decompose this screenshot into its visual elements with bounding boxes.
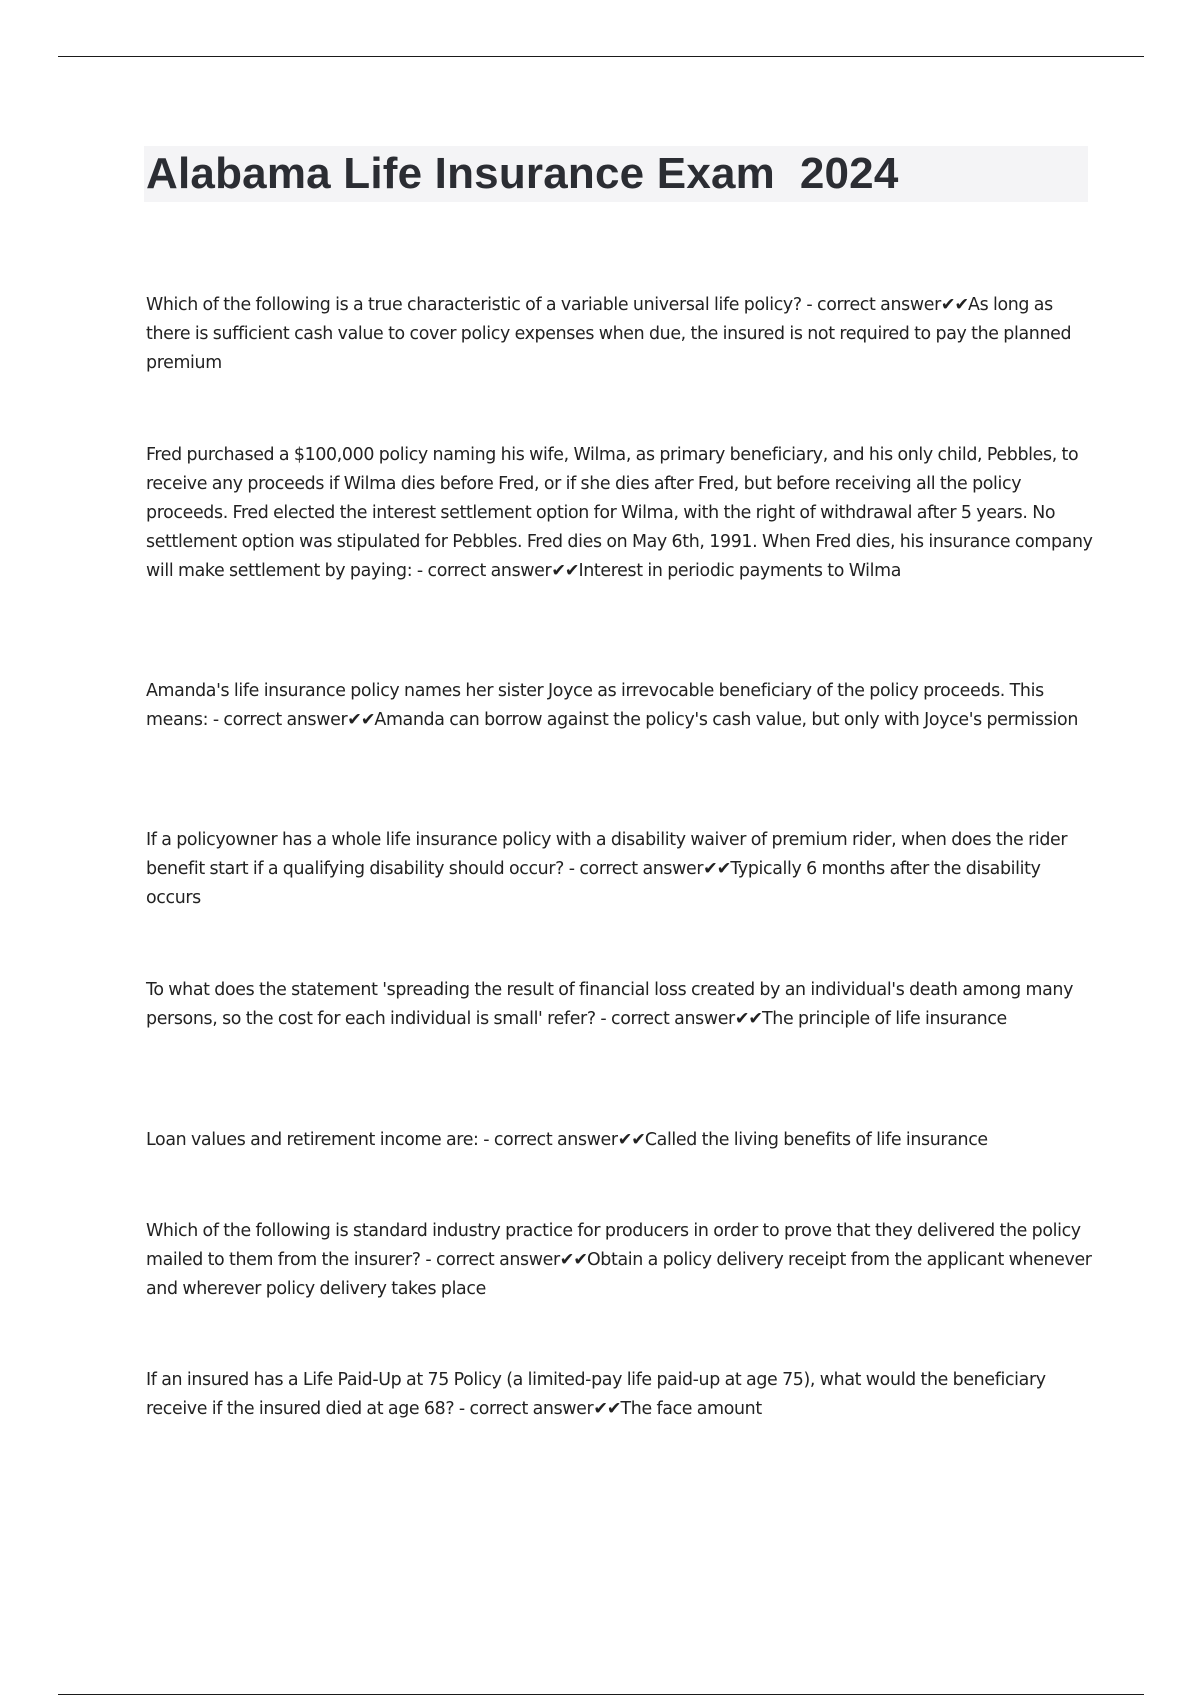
question-text: Amanda's life insurance policy names her sister Joyce as irrevocable beneficiary of the policy proceeds. This means: - correct answer bbox=[146, 681, 1044, 730]
answer-text: The face amount bbox=[620, 1399, 762, 1419]
qa-item-1 bbox=[146, 291, 1096, 378]
question-text: Which of the following is a true characteristic of a variable universal life policy? - correct answer bbox=[146, 295, 941, 315]
question-text: Loan values and retirement income are: - correct answer bbox=[146, 1130, 618, 1150]
check-icon: ✔✔ bbox=[734, 1009, 763, 1029]
check-icon: ✔✔ bbox=[551, 561, 579, 581]
answer-text: Called the living benefits of life insurance bbox=[644, 1130, 988, 1150]
qa-item-4 bbox=[146, 826, 1096, 913]
qa-item-3 bbox=[146, 677, 1096, 735]
question-text: If a policyowner has a whole life insurance policy with a disability waiver of premium rider, when does the rider benefit start if a qualifying disability should occur? - correct answer bbox=[146, 830, 1068, 879]
check-icon: ✔✔ bbox=[347, 710, 375, 730]
answer-text: Typically 6 months after the disability occurs bbox=[146, 859, 1041, 908]
check-icon: ✔✔ bbox=[703, 859, 731, 879]
qa-item-8 bbox=[146, 1366, 1096, 1424]
footer-rule bbox=[58, 1694, 1144, 1695]
answer-text: Obtain a policy delivery receipt from the applicant whenever and wherever policy delivery takes place bbox=[146, 1250, 1092, 1299]
check-icon: ✔✔ bbox=[593, 1399, 621, 1419]
qa-item-6 bbox=[146, 1126, 1096, 1155]
answer-text: The principle of life insurance bbox=[762, 1009, 1007, 1029]
question-text: Fred purchased a $100,000 policy naming his wife, Wilma, as primary beneficiary, and his only child, Pebbles, to receive any proceeds if Wilma dies before Fred, or if she dies after Fred, but before receiving all the policy proceeds. Fred elected the interest settlement option for Wilma, with the right of withdrawal after 5 years. No settlement option was stipulated for Pebbles. Fred dies on May 6th, 1991. When Fred dies, his insurance company will make settlement by paying: - correct answer bbox=[146, 445, 1093, 581]
question-text: To what does the statement 'spreading the result of financial loss created by an individual's death among many persons, so the cost for each individual is small' refer? - correct answer bbox=[146, 980, 1074, 1029]
answer-text: Amanda can borrow against the policy's cash value, but only with Joyce's permission bbox=[374, 710, 1078, 730]
qa-item-7 bbox=[146, 1217, 1096, 1304]
check-icon: ✔✔ bbox=[617, 1130, 645, 1150]
question-text: Which of the following is standard industry practice for producers in order to prove that they delivered the policy mailed to them from the insurer? - correct answer bbox=[146, 1221, 1081, 1270]
qa-item-5 bbox=[146, 976, 1096, 1034]
answer-text: Interest in periodic payments to Wilma bbox=[578, 561, 902, 581]
check-icon: ✔✔ bbox=[940, 295, 969, 315]
page-title: Alabama Life Insurance Exam 2024 bbox=[146, 149, 899, 198]
question-text: If an insured has a Life Paid-Up at 75 Policy (a limited-pay life paid-up at age 75), what would the beneficiary receive if the insured died at age 68? - correct answer bbox=[146, 1370, 1046, 1419]
answer-text: As long as there is sufficient cash value to cover policy expenses when due, the insured is not required to pay the planned premium bbox=[146, 295, 1072, 373]
check-icon: ✔✔ bbox=[559, 1250, 587, 1270]
header-rule bbox=[58, 56, 1144, 57]
qa-item-2 bbox=[146, 441, 1096, 586]
